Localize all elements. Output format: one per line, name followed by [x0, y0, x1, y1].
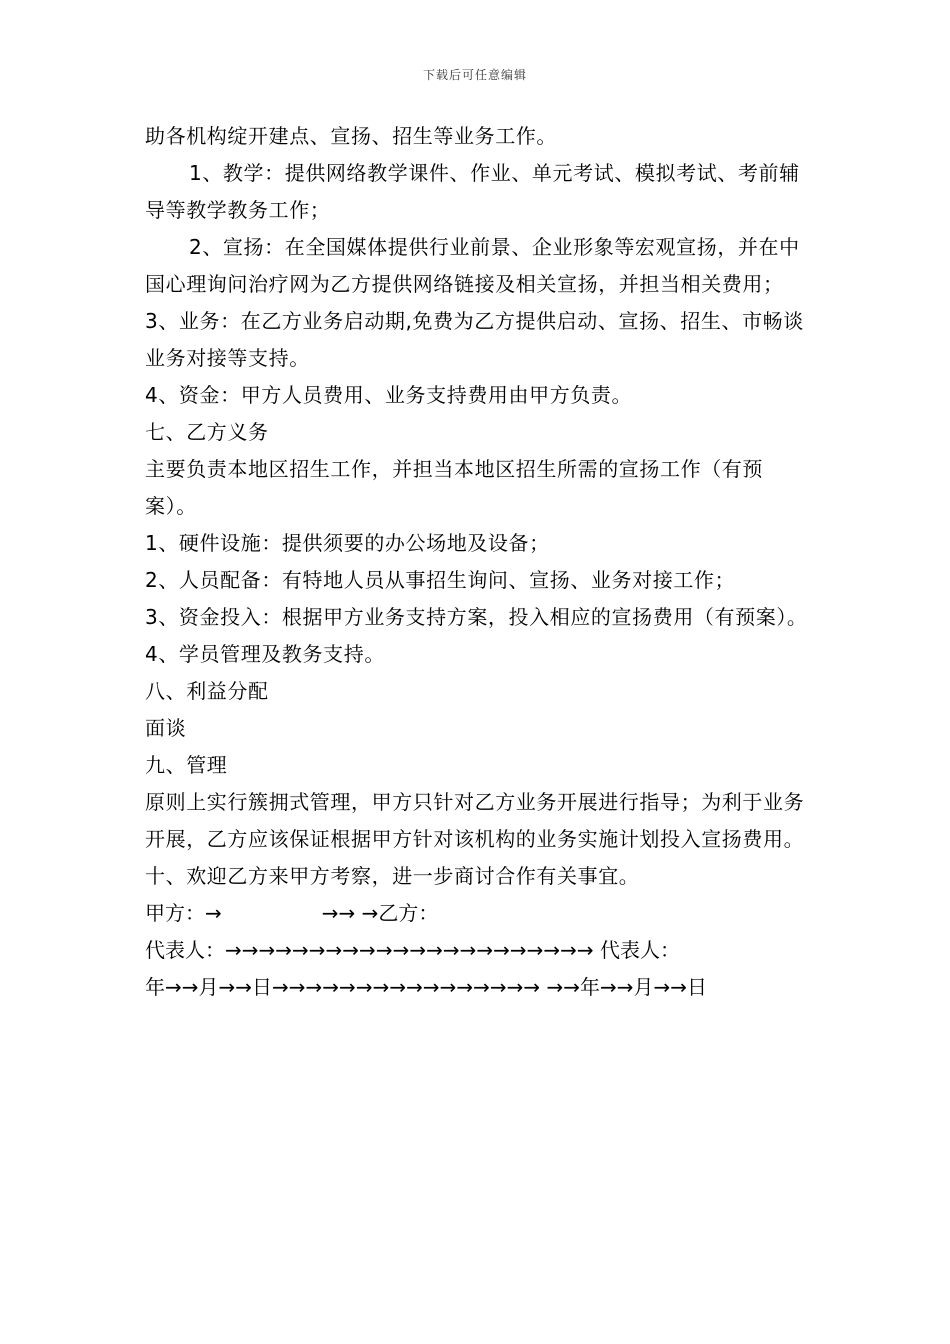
paragraph-funding: 4、资金：甲方人员费用、业务支持费用由甲方负责。	[145, 383, 633, 407]
signature-representative-line: 代表人：→→→→→→→→→→→→→→→→→→→→→→ 代表人：	[145, 938, 681, 962]
paragraph-promotion: 2、宣扬：在全国媒体提供行业前景、企业形象等宏观宣扬，并在中国心理询问治疗网为乙方提供网络链接及相关宣扬，并担当相关费用；	[145, 235, 800, 296]
paragraph-negotiate: 面谈	[145, 716, 187, 740]
section-heading-profit: 八、利益分配	[145, 679, 269, 703]
paragraph-student-management: 4、学员管理及教务支持。	[145, 642, 385, 666]
paragraph-staffing: 2、人员配备：有特地人员从事招生询问、宣扬、业务对接工作；	[145, 568, 736, 592]
paragraph-hardware: 1、硬件设施：提供须要的办公场地及设备；	[145, 531, 550, 555]
section-heading-party-b-duties: 七、乙方义务	[145, 420, 269, 444]
paragraph-welcome: 十、欢迎乙方来甲方考察，进一步商讨合作有关事宜。	[145, 864, 640, 888]
section-heading-management: 九、管理	[145, 753, 228, 777]
paragraph-party-b-main: 主要负责本地区招生工作，并担当本地区招生所需的宣扬工作（有预案）。	[145, 457, 763, 518]
paragraph-teaching: 1、教学：提供网络教学课件、作业、单元考试、模拟考试、考前辅导等教学教务工作；	[145, 161, 800, 222]
document-body	[145, 118, 810, 1006]
paragraph-investment: 3、资金投入：根据甲方业务支持方案，投入相应的宣扬费用（有预案）。	[145, 605, 808, 629]
page-header: 下载后可任意编辑	[422, 68, 527, 82]
paragraph-management: 原则上实行簇拥式管理，甲方只针对乙方业务开展进行指导；为利于业务开展，乙方应该保证根据甲方针对该机构的业务实施计划投入宣扬费用。	[145, 790, 805, 851]
paragraph-business: 3、业务：在乙方业务启动期,免费为乙方提供启动、宣扬、招生、市畅谈业务对接等支持。	[145, 309, 804, 370]
paragraph-intro: 助各机构绽开建点、宣扬、招生等业务工作。	[145, 124, 557, 148]
signature-parties-line: 甲方：→ →→ →乙方：	[145, 901, 439, 925]
signature-date-line: 年→→月→→日→→→→→→→→→→→→→→→→ →→年→→月→→日	[145, 975, 708, 999]
